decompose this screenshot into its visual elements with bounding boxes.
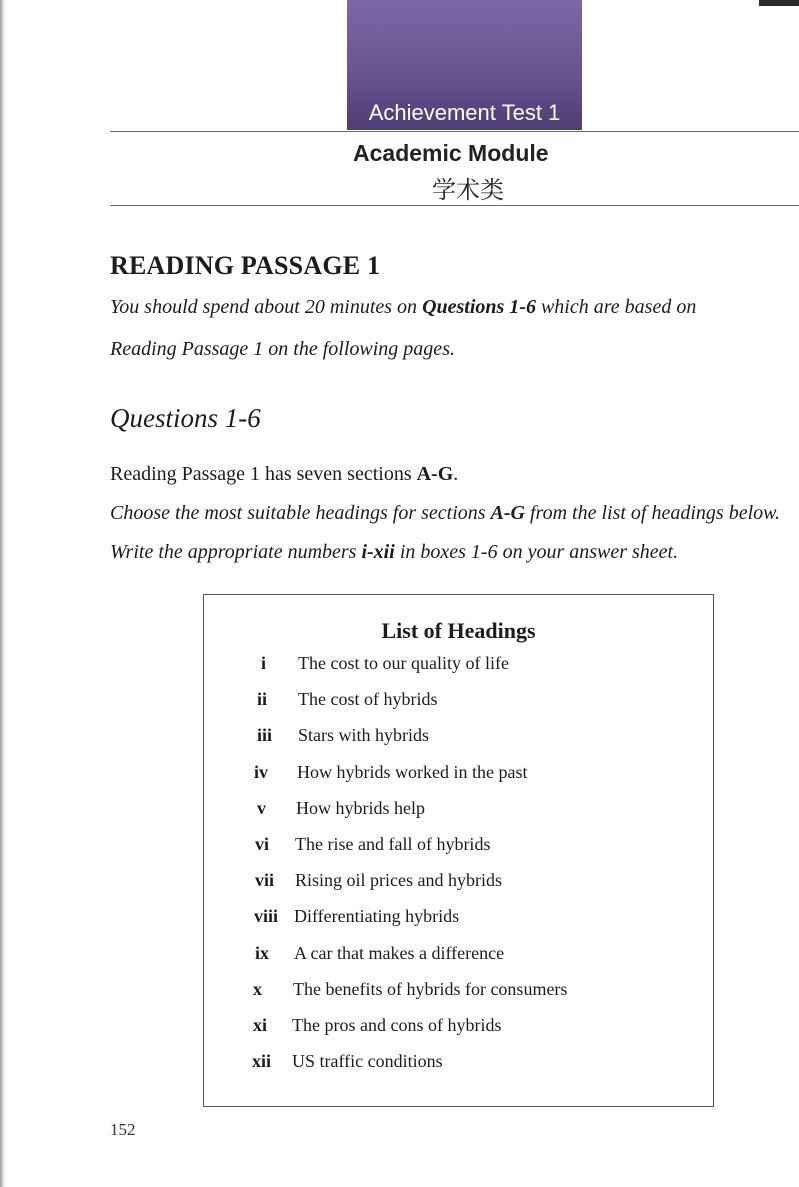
heading-text: The cost to our quality of life [298, 653, 509, 673]
sections-text: Reading Passage 1 has seven sections [110, 463, 417, 485]
page-edge-shadow [0, 0, 6, 1187]
heading-number: iv [254, 761, 269, 782]
module-title: Academic Module [353, 140, 549, 166]
heading-list-item [204, 725, 715, 755]
heading-number: vii [255, 870, 275, 891]
sections-end: . [453, 463, 459, 485]
test-header-label: Achievement Test 1 [368, 100, 561, 125]
heading-number: viii [254, 906, 279, 927]
write-text: Write the appropriate numbers [110, 541, 362, 563]
heading-text: Rising oil prices and hybrids [295, 870, 502, 891]
write-text: in boxes 1-6 on your answer sheet. [394, 541, 679, 563]
sections-line [110, 463, 458, 486]
heading-number: iii [257, 725, 273, 746]
heading-text: US traffic conditions [292, 1051, 443, 1072]
header-rule-bottom [110, 205, 799, 206]
heading-text: Differentiating hybrids [294, 906, 460, 927]
heading-list-item [204, 870, 715, 900]
heading-number: xii [252, 1051, 272, 1072]
heading-text: A car that makes a difference [294, 942, 505, 963]
instruction-bold: Questions 1-6 [422, 296, 536, 318]
instruction-line-2: Reading Passage 1 on the following pages. [110, 338, 455, 360]
heading-list-item [204, 834, 715, 864]
heading-number: ii [257, 689, 268, 710]
heading-list-item [204, 906, 715, 936]
heading-list-item [204, 689, 715, 719]
module-title-chinese: 学术类 [432, 176, 504, 204]
questions-heading: Questions 1-6 [110, 403, 261, 433]
heading-list-item [204, 943, 715, 973]
instruction-line-1 [110, 296, 696, 319]
choose-line [110, 502, 780, 525]
write-bold: i-xii [361, 541, 395, 563]
choose-text: from the list of headings below. [525, 502, 780, 524]
heading-number: vi [255, 834, 270, 854]
page-corner-mark [759, 0, 799, 6]
heading-number: x [253, 978, 262, 999]
heading-text: The benefits of hybrids for consumers [293, 978, 568, 999]
heading-number: ix [255, 942, 270, 963]
heading-list-item [204, 1015, 715, 1045]
heading-list-item [204, 798, 715, 828]
passage-heading: READING PASSAGE 1 [110, 251, 381, 280]
write-line [110, 541, 678, 564]
list-of-headings-box [203, 594, 714, 1107]
list-of-headings-title: List of Headings [381, 618, 536, 643]
header-rule-top [110, 131, 799, 132]
heading-number: v [257, 797, 266, 818]
heading-text: The rise and fall of hybrids [295, 834, 491, 854]
heading-text: How hybrids worked in the past [297, 761, 528, 782]
heading-number: xi [253, 1015, 268, 1035]
sections-bold: A-G [416, 463, 454, 485]
heading-number: i [261, 653, 267, 673]
heading-text: How hybrids help [296, 797, 425, 818]
heading-list-item [204, 762, 715, 792]
heading-list-item [204, 1051, 715, 1081]
instruction-text: which are based on [535, 296, 697, 318]
heading-list-item [204, 979, 715, 1009]
choose-text: Choose the most suitable headings for sections [110, 502, 491, 524]
instruction-text: You should spend about 20 minutes on [110, 296, 423, 318]
choose-bold: A-G [490, 502, 525, 524]
heading-text: The pros and cons of hybrids [292, 1015, 502, 1035]
heading-list-item [204, 653, 715, 683]
page-number: 152 [110, 1120, 136, 1139]
heading-text: The cost of hybrids [298, 689, 438, 710]
heading-text: Stars with hybrids [298, 725, 430, 746]
test-header-tab [347, 0, 582, 130]
